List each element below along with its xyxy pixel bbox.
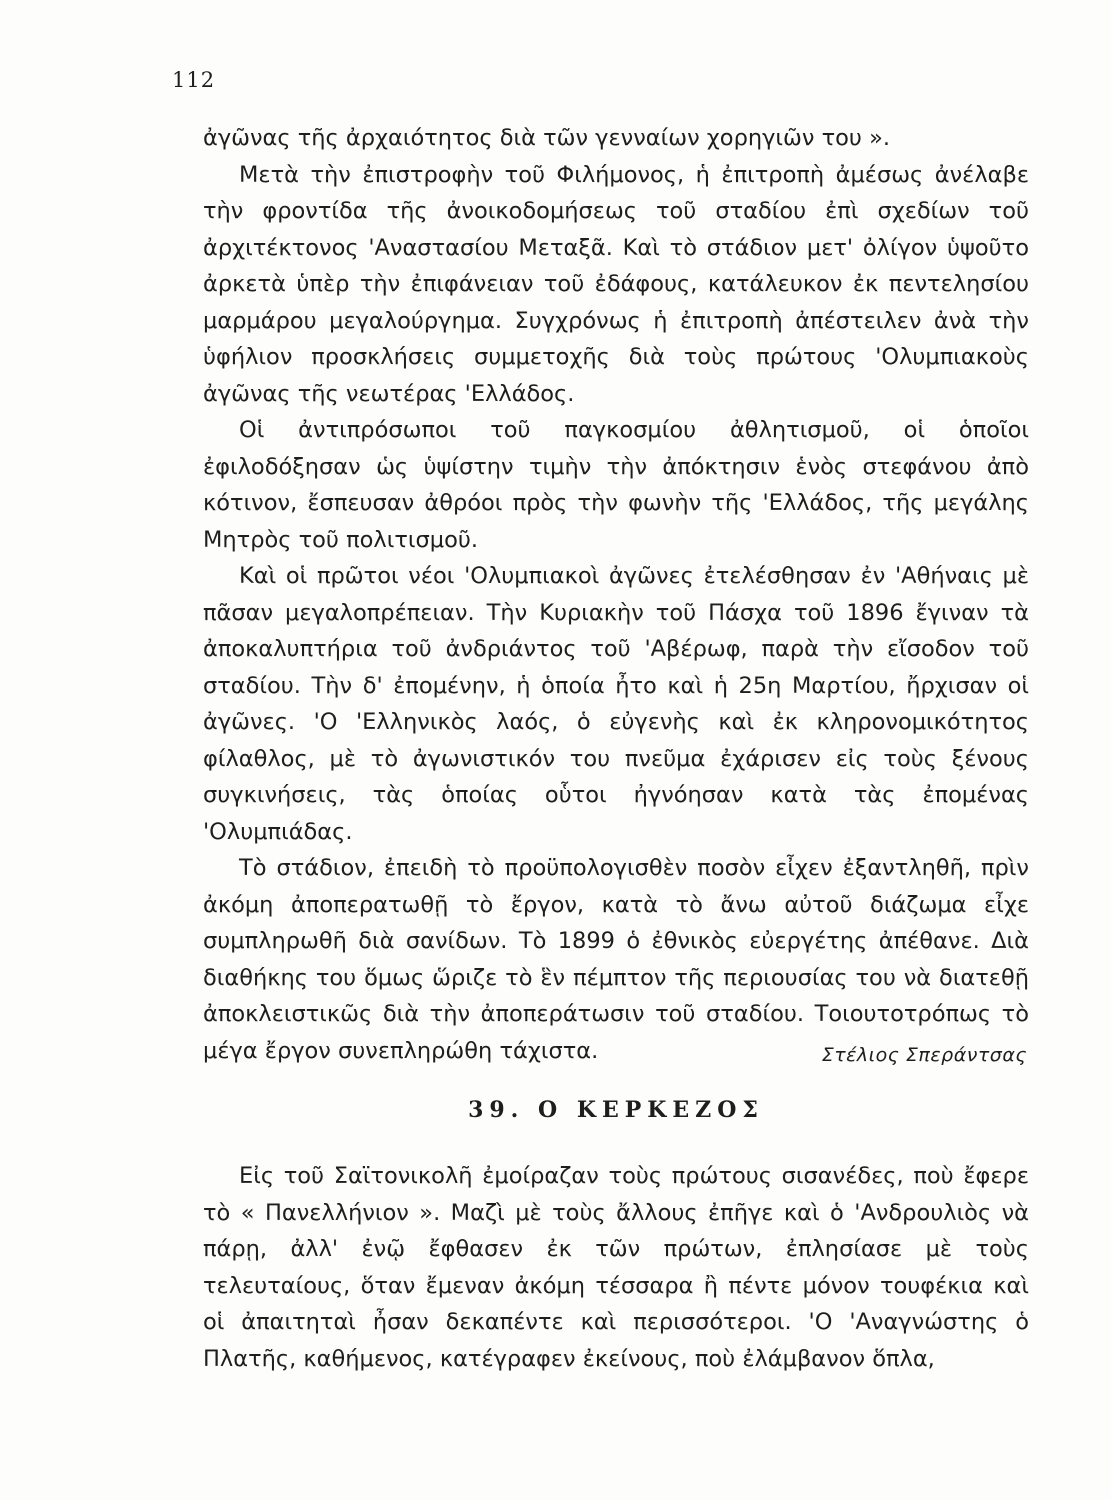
section-title: 39. Ο ΚΕΡΚΕΖΟΣ bbox=[468, 1097, 764, 1123]
paragraph-6: Εἰς τοῦ Σαϊτονικολῆ ἐμοίραζαν τοὺς πρώτους σισανέδες, ποὺ ἔφερε τὸ « Πανελλήνιον ». Μαζὶ μὲ τοὺς ἄλλους ἐπῆγε καὶ ὁ 'Ανδρουλιὸς νὰ πάρῃ, ἀλλ' ἐνῷ ἔφθασεν ἐκ τῶν πρώτων, ἐπλησίασε μὲ τοὺς τελευταίους, ὅταν ἔμεναν ἀκόμη τέσσαρα ἢ πέντε μόνον τουφέκια καὶ οἱ ἀπαιτηταὶ ἦσαν δεκαπέντε καὶ περισσότεροι. 'Ο 'Αναγνώστης ὁ Πλατῆς, καθήμενος, κατέγραφεν ἐκείνους, ποὺ ἐλάμβανον ὅπλα, bbox=[203, 1163, 1029, 1372]
body-text-bottom bbox=[203, 1158, 1029, 1377]
page-number: 112 bbox=[172, 68, 216, 92]
paragraph-5: Τὸ στάδιον, ἐπειδὴ τὸ προϋπολογισθὲν ποσὸν εἶχεν ἐξαντληθῆ, πρὶν ἀκόμη ἀποπερατωθῇ τὸ ἔργον, κατὰ τὸ ἄνω αὐτοῦ διάζωμα εἶχε συμπληρωθῆ διὰ σανίδων. Τὸ 1899 ὁ ἐθνικὸς εὐεργέτης ἀπέθανε. Διὰ διαθήκης του ὅμως ὥριζε τὸ ἓν πέμπτον τῆς περιουσίας του νὰ διατεθῇ ἀποκλειστικῶς διὰ τὴν ἀποπεράτωσιν τοῦ σταδίου. Τοιουτοτρόπως τὸ μέγα ἔργον συνεπληρώθη τάχιστα. bbox=[203, 855, 1029, 1064]
paragraph-3: Οἱ ἀντιπρόσωποι τοῦ παγκοσμίου ἀθλητισμοῦ, οἱ ὁποῖοι ἐφιλοδόξησαν ὡς ὑψίστην τιμὴν τὴν ἀπόκτησιν ἑνὸς στεφάνου ἀπὸ κότινον, ἔσπευσαν ἀθρόοι πρὸς τὴν φωνὴν τῆς 'Ελλάδος, τῆς μεγάλης Μητρὸς τοῦ πολιτισμοῦ. bbox=[203, 417, 1029, 553]
paragraph-2: Μετὰ τὴν ἐπιστροφὴν τοῦ Φιλήμονος, ἡ ἐπιτροπὴ ἀμέσως ἀνέλαβε τὴν φροντίδα τῆς ἀνοικοδομήσεως τοῦ σταδίου ἐπὶ σχεδίων τοῦ ἀρχιτέκτονος 'Αναστασίου Μεταξᾶ. Καὶ τὸ στάδιον μετ' ὀλίγον ὑψοῦτο ἀρκετὰ ὑπὲρ τὴν ἐπιφάνειαν τοῦ ἐδάφους, κατάλευκον ἐκ πεντελησίου μαρμάρου μεγαλούργημα. Συγχρόνως ἡ ἐπιτροπὴ ἀπέστειλεν ἀνὰ τὴν ὑφήλιον προσκλήσεις συμμετοχῆς διὰ τοὺς πρώτους 'Ολυμπιακοὺς ἀγῶνας τῆς νεωτέρας 'Ελλάδος. bbox=[203, 161, 1029, 407]
paragraph-4: Καὶ οἱ πρῶτοι νέοι 'Ολυμπιακοὶ ἀγῶνες ἐτελέσθησαν ἐν 'Αθήναις μὲ πᾶσαν μεγαλοπρέπειαν. Τὴν Κυριακὴν τοῦ Πάσχα τοῦ 1896 ἔγιναν τὰ ἀποκαλυπτήρια τοῦ ἀνδριάντος τοῦ 'Αβέρωφ, παρὰ τὴν εἴσοδον τοῦ σταδίου. Τὴν δ' ἐπομένην, ἡ ὁποία ἦτο καὶ ἡ 25η Μαρτίου, ἤρχισαν οἱ ἀγῶνες. 'Ο 'Ελληνικὸς λαός, ὁ εὐγενὴς καὶ ἐκ κληρονομικότητος φίλαθλος, μὲ τὸ ἀγωνιστικόν του πνεῦμα ἐχάρισεν εἰς τοὺς ξένους συγκινήσεις, τὰς ὁποίας οὗτοι ἠγνόησαν κατὰ τὰς ἐπομένας 'Ολυμπιάδας. bbox=[203, 563, 1029, 845]
paragraph-1: ἀγῶνας τῆς ἀρχαιότητος διὰ τῶν γενναίων χορηγιῶν του ». bbox=[203, 125, 890, 151]
body-text-top bbox=[203, 120, 1029, 1069]
author-signature: Στέλιος Σπεράντσας bbox=[821, 1044, 1027, 1066]
